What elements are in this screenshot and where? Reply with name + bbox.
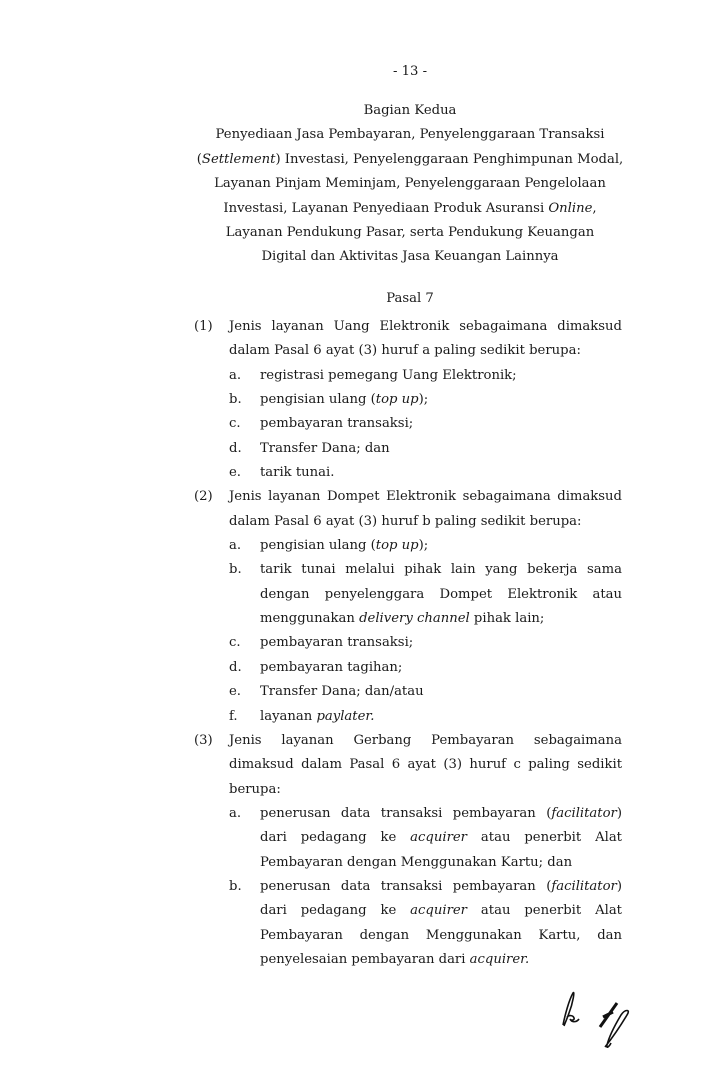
text-segment: tarik tunai. (260, 465, 335, 481)
paragraph-number: (1) (194, 319, 213, 334)
text-segment: ) (616, 878, 622, 894)
text-segment: Jenis layanan Gerbang Pembayaran sebagaimana (229, 732, 622, 748)
text-segment: pembayaran transaksi; (260, 635, 414, 651)
text-segment: pihak lain; (469, 611, 545, 627)
list-item-label: e. (229, 465, 241, 481)
text-segment: Transfer Dana; dan (260, 440, 390, 456)
text-segment: Investasi, Layanan Penyediaan Produk Asuransi (223, 200, 549, 216)
list-item-label: a. (229, 805, 242, 821)
text-line (260, 583, 622, 607)
text-line (150, 123, 670, 147)
text-segment: dimaksud dalam Pasal 6 ayat (3) huruf c paling sedikit (229, 757, 622, 773)
italic-term: acquirer (410, 903, 467, 919)
text-segment: pembayaran tagihan; (260, 659, 403, 675)
list-item (229, 461, 622, 485)
initials-signature (555, 985, 675, 1060)
text-segment: Pembayaran dengan Menggunakan Kartu; dan (260, 854, 573, 870)
text-segment: pengisian ulang ( (260, 538, 376, 554)
list-item (229, 656, 622, 680)
page-number: - 13 - (392, 64, 428, 79)
italic-term: top up (375, 392, 419, 408)
text-line (260, 461, 622, 485)
text-segment: atau penerbit Alat (467, 903, 622, 919)
text-segment: ( (196, 151, 202, 167)
text-line (260, 875, 622, 899)
list-item-label: b. (229, 392, 242, 408)
text-segment: Pembayaran dengan Menggunakan Kartu, dan (260, 927, 622, 943)
numbered-paragraph (0, 315, 622, 485)
text-segment: dalam Pasal 6 ayat (3) huruf a paling sedikit berupa: (229, 343, 581, 359)
text-line (229, 729, 622, 753)
article-title: Pasal 7 (386, 291, 434, 306)
text-line (260, 388, 622, 412)
italic-term: acquirer. (469, 951, 530, 967)
text-line (229, 485, 622, 509)
text-segment: Digital dan Aktivitas Jasa Keuangan Lainnya (261, 249, 559, 265)
text-segment: Jenis layanan Dompet Elektronik sebagaimana dimaksud (229, 489, 622, 505)
part-title: Bagian Kedua (363, 103, 457, 118)
text-line (150, 221, 670, 245)
text-segment: Jenis layanan Uang Elektronik sebagaimana dimaksud (229, 319, 622, 334)
text-segment: registrasi pemegang Uang Elektronik; (260, 367, 517, 383)
italic-term: Online (548, 200, 593, 216)
list-item (229, 680, 622, 704)
list-item-label: d. (229, 440, 242, 456)
list-item (229, 631, 622, 655)
text-segment: menggunakan (260, 611, 360, 627)
paragraph-number: (3) (194, 732, 213, 748)
list-item (229, 705, 622, 729)
text-segment: penyelesaian pembayaran dari (260, 951, 470, 967)
text-segment: ) (616, 805, 622, 821)
italic-term: delivery channel (359, 611, 470, 627)
text-segment: atau penerbit Alat (467, 830, 622, 846)
text-segment: ) Investasi, Penyelenggaraan Penghimpunan Modal, (275, 151, 624, 167)
list-item (229, 558, 622, 631)
list-item (229, 388, 622, 412)
section-heading (150, 99, 670, 270)
italic-term: top up (375, 538, 419, 554)
text-segment: Layanan Pinjam Meminjam, Penyelenggaraan Pengelolaan (214, 176, 606, 192)
text-segment: pembayaran transaksi; (260, 416, 414, 432)
list-item (229, 437, 622, 461)
list-item (229, 364, 622, 388)
section-title (150, 123, 670, 269)
paragraph-number: (2) (194, 489, 213, 505)
list-item (229, 412, 622, 436)
article-body (0, 315, 706, 972)
text-segment: penerusan data transaksi pembayaran ( (260, 878, 552, 894)
text-line (260, 437, 622, 461)
text-segment: layanan (260, 708, 317, 724)
text-line (260, 705, 622, 729)
numbered-paragraph (0, 729, 622, 972)
list-item (229, 875, 622, 972)
list-item (229, 802, 622, 875)
text-line (260, 899, 622, 923)
text-segment: ); (418, 538, 429, 554)
italic-term: facilitator (551, 805, 617, 821)
text-segment: penerusan data transaksi pembayaran ( (260, 805, 552, 821)
text-line (260, 412, 622, 436)
text-segment: dengan penyelenggara Dompet Elektronik atau (260, 586, 622, 602)
list-item-label: c. (229, 635, 241, 651)
text-line (260, 631, 622, 655)
list-item-label: d. (229, 659, 242, 675)
list-item-label: e. (229, 684, 241, 700)
text-segment: Penyediaan Jasa Pembayaran, Penyelenggaraan Transaksi (215, 127, 605, 143)
italic-term: acquirer (410, 830, 467, 846)
text-line (260, 680, 622, 704)
list-item (229, 534, 622, 558)
text-segment: tarik tunai melalui pihak lain yang bekerja sama (260, 562, 622, 578)
text-line (229, 339, 622, 363)
text-line (150, 148, 670, 172)
text-line (229, 753, 622, 777)
text-line (229, 778, 622, 802)
text-line (150, 172, 670, 196)
text-line (260, 607, 622, 631)
text-line (229, 315, 622, 339)
text-segment: dari pedagang ke (260, 830, 411, 846)
text-line (150, 245, 670, 269)
numbered-paragraph (0, 485, 622, 728)
text-line (260, 851, 622, 875)
list-item-label: f. (229, 708, 238, 724)
list-item-label: b. (229, 562, 242, 578)
text-line (260, 534, 622, 558)
text-segment: , (592, 200, 597, 216)
text-line (260, 948, 622, 972)
list-item-label: c. (229, 416, 241, 432)
text-segment: ); (418, 392, 429, 408)
text-line (260, 924, 622, 948)
text-line (260, 558, 622, 582)
text-segment: Layanan Pendukung Pasar, serta Pendukung Keuangan (225, 225, 595, 241)
list-item-label: b. (229, 878, 242, 894)
text-segment: Transfer Dana; dan/atau (260, 684, 424, 700)
text-line (260, 364, 622, 388)
list-item-label: a. (229, 538, 242, 554)
text-line (260, 802, 622, 826)
text-line (150, 197, 670, 221)
italic-term: Settlement (201, 151, 276, 167)
text-line (260, 656, 622, 680)
list-item-label: a. (229, 367, 242, 383)
italic-term: facilitator (551, 878, 617, 894)
text-segment: dari pedagang ke (260, 903, 411, 919)
text-line (260, 826, 622, 850)
italic-term: paylater. (316, 708, 375, 724)
text-segment: berupa: (229, 781, 281, 797)
text-segment: pengisian ulang ( (260, 392, 376, 408)
text-line (229, 510, 622, 534)
text-segment: dalam Pasal 6 ayat (3) huruf b paling sedikit berupa: (229, 513, 582, 529)
